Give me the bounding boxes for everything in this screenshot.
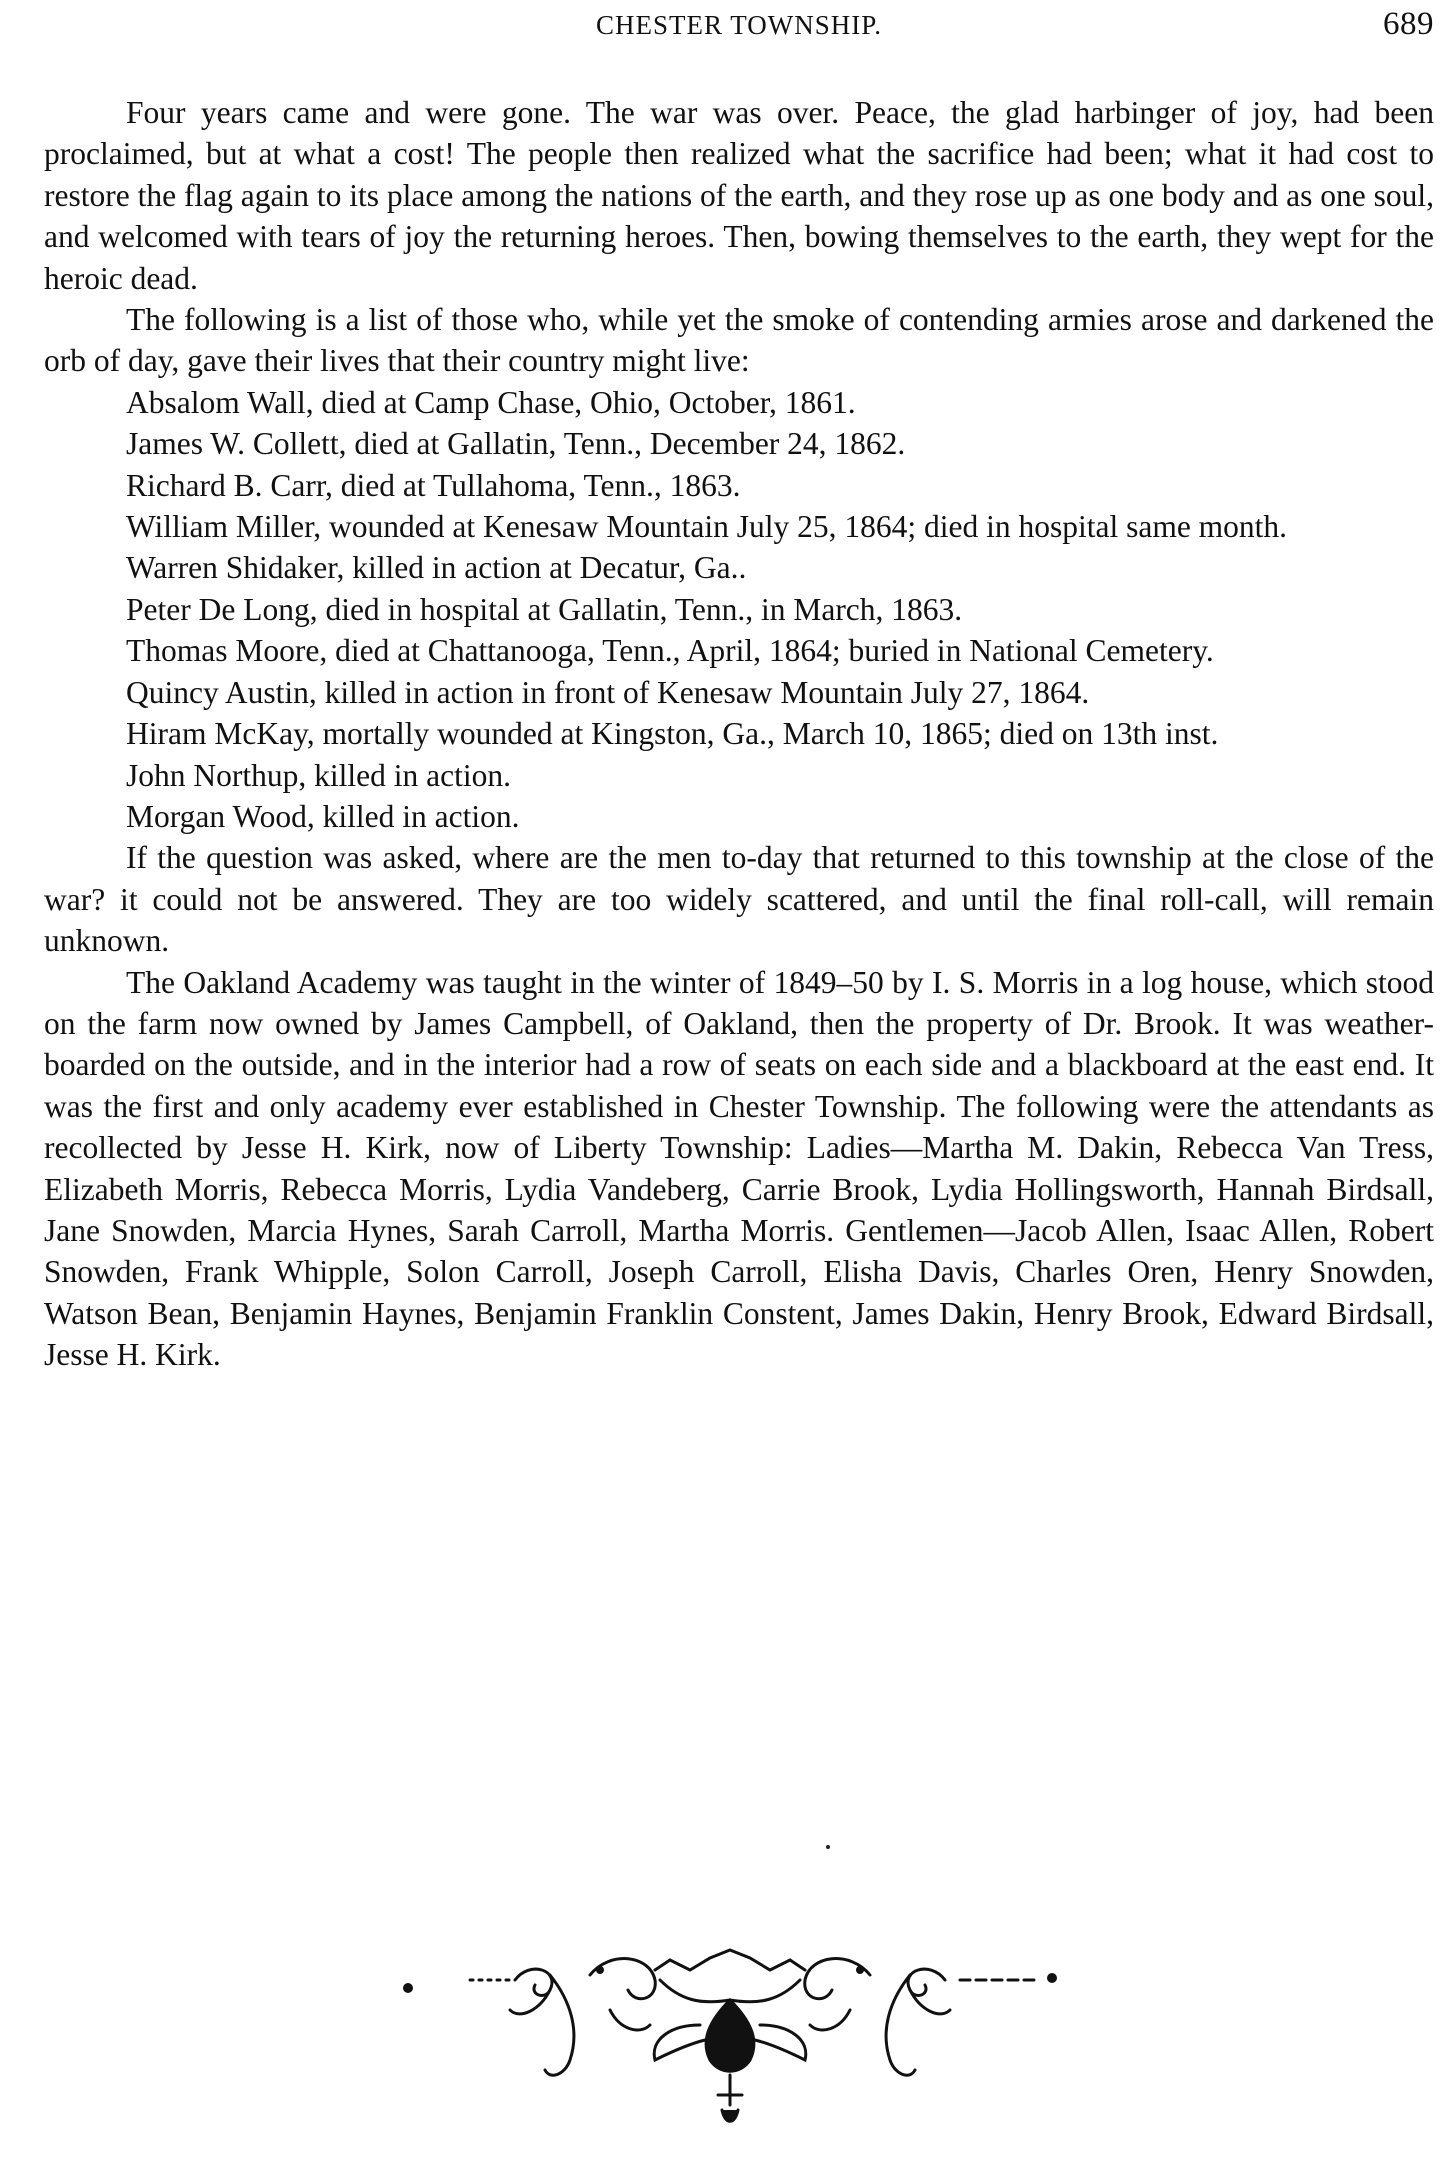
list-item: John Northup, killed in action. [126, 757, 511, 793]
book-page [44, 0, 1434, 1376]
list-item: Morgan Wood, killed in action. [126, 798, 520, 834]
list-item: William Miller, wounded at Kenesaw Mountain July 25, 1864; died in hospital same month. [126, 509, 1288, 545]
casualty-list [44, 382, 1434, 837]
list-item: Richard B. Carr, died at Tullahoma, Tenn., 1863. [126, 467, 741, 503]
list-item: James W. Collett, died at Gallatin, Tenn., December 24, 1862. [126, 426, 906, 462]
paragraph-list-intro: The following is a list of those who, while yet the smoke of contending armies arose and darkened the orb of day, gave their lives that their country might live: [44, 302, 1434, 379]
paragraph-war-end: Four years came and were gone. The war was over. Peace, the glad harbinger of joy, had been proclaimed, but at what a cost! The people then realized what the sacrifice had been; what it had cost to restore the flag again to its place among the nations of the earth, and they rose up as one body and as one soul, and welcomed with tears of joy the returning heroes. Then, bowing themselves to the earth, they wept for the heroic dead. [44, 95, 1434, 296]
paragraph-returned-men: If the question was asked, where are the men to-day that returned to this township at the close of the war? it could not be answered. They are too widely scattered, and until the final roll-call, will remain unknown. [44, 840, 1434, 959]
list-item: Absalom Wall, died at Camp Chase, Ohio, October, 1861. [126, 384, 856, 420]
list-item: Hiram McKay, mortally wounded at Kingston, Ga., March 10, 1865; died on 13th inst. [126, 716, 1219, 752]
list-item: Warren Shidaker, killed in action at Decatur, Ga.. [126, 550, 747, 586]
running-head [44, 0, 1434, 58]
paragraph-oakland-academy: The Oakland Academy was taught in the winter of 1849–50 by I. S. Morris in a log house, which stood on the farm now owned by James Campbell, of Oakland, then the property of Dr. Brook. It was weather-boarded on the outside, and in the interior had a row of seats on each side and a blackboard at the east end. It was the first and only academy ever established in Chester Township. The following were the attendants as recollected by Jesse H. Kirk, now of Liberty Township: Ladies—Martha M. Dakin, Rebecca Van Tress, Elizabeth Morris, Rebecca Morris, Lydia Vandeberg, Carrie Brook, Lydia Hollingsworth, Hannah Birdsall, Jane Snowden, Marcia Hynes, Sarah Carroll, Martha Morris. Gentlemen—Jacob Allen, Isaac Allen, Robert Snowden, Frank Whipple, Solon Carroll, Joseph Carroll, Elisha Davis, Charles Oren, Henry Snowden, Watson Bean, Benjamin Haynes, Benjamin Franklin Constent, James Dakin, Henry Brook, Edward Birdsall, Jesse H. Kirk. [44, 964, 1434, 1373]
floral-tailpiece-ornament-icon [400, 1930, 1060, 2130]
printer-speck [826, 1845, 830, 1849]
list-item: Peter De Long, died in hospital at Gallatin, Tenn., in March, 1863. [126, 591, 963, 627]
list-item: Thomas Moore, died at Chattanooga, Tenn., April, 1864; buried in National Cemetery. [126, 633, 1214, 669]
body-text [44, 92, 1434, 1376]
running-title: CHESTER TOWNSHIP. [595, 10, 883, 40]
page-number: 689 [1383, 6, 1434, 42]
list-item: Quincy Austin, killed in action in front of Kenesaw Mountain July 27, 1864. [126, 674, 1090, 710]
